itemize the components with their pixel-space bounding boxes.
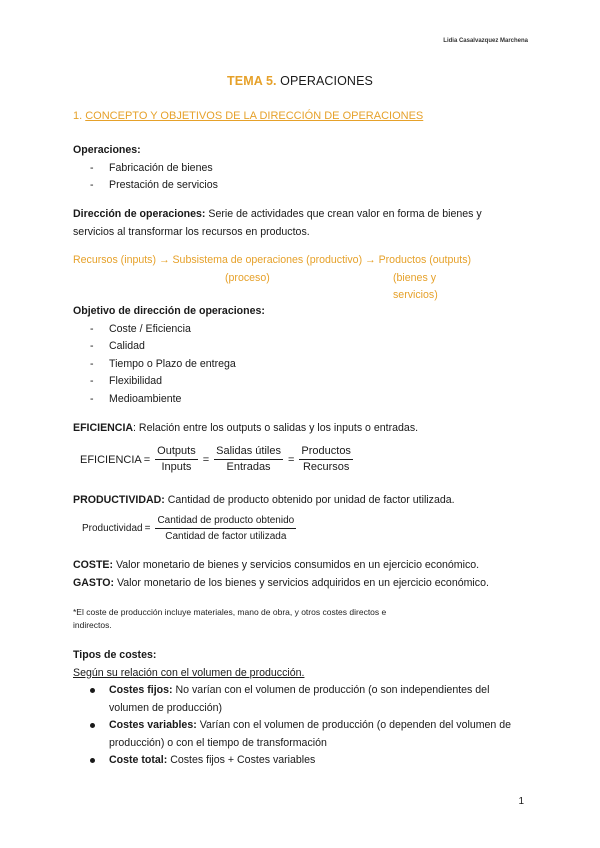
list-item: - Coste / Eficiencia: [73, 321, 533, 339]
item-term: Costes fijos:: [109, 684, 173, 696]
equals-sign: =: [143, 453, 151, 466]
list-item: - Tiempo o Plazo de entrega: [73, 356, 533, 374]
flow-proceso: (proceso): [225, 271, 270, 284]
productividad-definition: [73, 492, 543, 510]
direccion-term: Dirección de operaciones:: [73, 208, 206, 220]
footnote: [73, 606, 543, 632]
productividad-formula: [82, 514, 299, 543]
list-item: - Calidad: [73, 338, 533, 356]
tipos-list: [73, 682, 543, 770]
gasto-text: Valor monetario de los bienes y servicios adquiridos en un ejercicio económico.: [114, 576, 489, 589]
footnote-line2: indirectos.: [73, 620, 112, 630]
process-flow: [73, 252, 472, 301]
operaciones-block: [73, 142, 533, 195]
fraction: [214, 445, 283, 474]
list-item: - Fabricación de bienes: [73, 160, 533, 178]
coste-term: COSTE:: [73, 559, 114, 571]
productividad-text: Cantidad de producto obtenido por unidad de factor utilizada.: [164, 494, 455, 506]
item-text: Varían con el volumen de producción (o dependen del volumen de: [196, 719, 512, 731]
direccion-paragraph: [73, 206, 543, 241]
objetivo-heading: Objetivo de dirección de operaciones:: [73, 305, 265, 317]
page-number: 1: [518, 796, 524, 807]
fraction-numerator: Cantidad de producto obtenido: [155, 514, 296, 529]
fraction-denominator: Entradas: [226, 461, 271, 473]
direccion-line2: servicios al transformar los recursos en productos.: [73, 225, 310, 238]
title-prefix: TEMA 5.: [227, 74, 277, 88]
eficiencia-term: EFICIENCIA: [73, 422, 134, 434]
tipos-subheading: Según su relación con el volumen de producción.: [73, 666, 305, 679]
tipos-heading: Tipos de costes:: [73, 649, 157, 661]
eficiencia-formula: [80, 445, 356, 474]
list-item: [73, 682, 543, 717]
page-title: [0, 74, 600, 88]
item-term: Costes variables:: [109, 719, 197, 731]
list-item: - Medioambiente: [73, 391, 533, 409]
title-text: OPERACIONES: [276, 74, 373, 88]
tipos-block: [73, 647, 543, 770]
list-item: [73, 717, 543, 752]
item-text: Costes fijos + Costes variables: [167, 754, 316, 766]
eficiencia-text: : Relación entre los outputs o salidas y los inputs o entradas.: [133, 422, 419, 434]
coste-gasto-block: [73, 557, 553, 592]
fraction-denominator: Cantidad de factor utilizada: [165, 531, 287, 542]
footnote-line1: *El coste de producción incluye materiales, mano de obra, y otros costes directos e: [73, 607, 387, 617]
equals-sign: =: [287, 453, 295, 466]
list-item: - Prestación de servicios: [73, 177, 533, 195]
equals-sign: =: [202, 453, 210, 466]
direccion-line1: Serie de actividades que crean valor en forma de bienes y: [205, 208, 482, 220]
fraction-numerator: Salidas útiles: [214, 445, 283, 460]
operaciones-list: [73, 160, 533, 195]
flow-line: Recursos (inputs) → Subsistema de operaciones (productivo) → Productos (outputs): [73, 254, 472, 266]
productividad-term: PRODUCTIVIDAD:: [73, 494, 165, 506]
item-term: Coste total:: [109, 754, 168, 766]
fraction-numerator: Outputs: [155, 445, 198, 460]
equals-sign: =: [144, 523, 151, 534]
fraction: [299, 445, 353, 474]
item-text: No varían con el volumen de producción (o son independientes del: [172, 684, 490, 696]
objetivo-list: [73, 321, 533, 409]
fraction: [155, 514, 296, 543]
item-text-cont: volumen de producción): [109, 701, 223, 714]
section-number: 1.: [73, 110, 86, 122]
item-text-cont: producción) o con el tiempo de transformación: [109, 736, 327, 749]
list-item: [73, 752, 543, 770]
formula-label: EFICIENCIA: [80, 453, 142, 466]
operaciones-heading: Operaciones:: [73, 144, 141, 156]
gasto-term: GASTO:: [73, 576, 115, 589]
section-heading: [73, 110, 423, 122]
coste-text: Valor monetario de bienes y servicios consumidos en un ejercicio económico.: [113, 559, 480, 571]
flow-bienes: (bienes y servicios): [393, 271, 438, 301]
fraction: [155, 445, 198, 474]
list-item: - Flexibilidad: [73, 373, 533, 391]
section-title: CONCEPTO Y OBJETIVOS DE LA DIRECCIÓN DE OPERACIONES: [85, 110, 424, 122]
objetivo-block: [73, 303, 533, 408]
formula-label: Productividad: [82, 523, 143, 534]
fraction-denominator: Recursos: [302, 461, 350, 473]
author-header: Lidia Casalvazquez Marchena: [443, 38, 528, 44]
fraction-denominator: Inputs: [161, 461, 192, 473]
eficiencia-definition: [73, 420, 543, 438]
fraction-numerator: Productos: [299, 445, 353, 460]
